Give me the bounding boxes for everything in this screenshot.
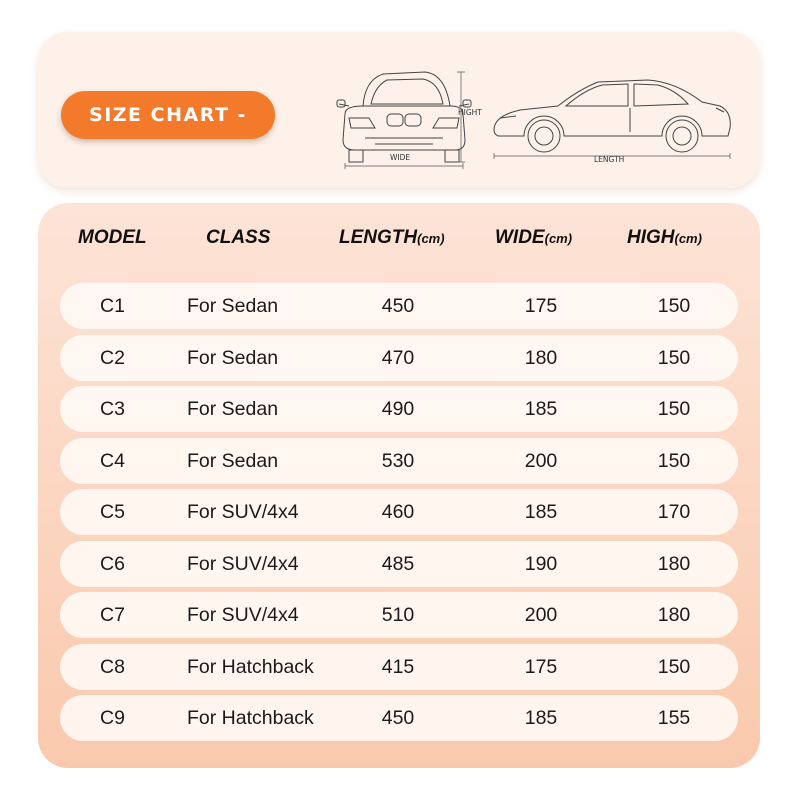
cell-wide: 180 (524, 347, 558, 369)
cell-length: 530 (381, 450, 415, 472)
cell-wide: 190 (524, 553, 558, 575)
wide-label: WIDE (390, 153, 411, 162)
cell-length: 490 (381, 398, 415, 420)
table-row (60, 283, 738, 329)
cell-model: C2 (100, 347, 125, 369)
cell-model: C4 (100, 450, 125, 472)
cell-class: For SUV/4x4 (187, 604, 299, 626)
table-row (60, 335, 738, 381)
table-row (60, 695, 738, 741)
cell-length: 470 (381, 347, 415, 369)
car-front-view-icon (335, 66, 500, 172)
cell-wide: 175 (524, 295, 558, 317)
cell-wide: 200 (524, 604, 558, 626)
cell-model: C7 (100, 604, 125, 626)
cell-high: 170 (657, 501, 691, 523)
cell-model: C9 (100, 707, 125, 729)
length-label: LENGTH (594, 155, 625, 164)
cell-class: For Sedan (187, 398, 279, 420)
cell-model: C1 (100, 295, 125, 317)
cell-high: 150 (657, 656, 691, 678)
cell-class: For SUV/4x4 (187, 501, 299, 523)
cell-length: 460 (381, 501, 415, 523)
cell-high: 150 (657, 295, 691, 317)
cell-class: For Sedan (187, 450, 279, 472)
cell-length: 510 (381, 604, 415, 626)
table-row (60, 644, 738, 690)
cell-model: C3 (100, 398, 125, 420)
cell-high: 150 (657, 450, 691, 472)
cell-wide: 175 (524, 656, 558, 678)
table-row (60, 592, 738, 638)
cell-high: 150 (657, 347, 691, 369)
header-class: CLASS (206, 227, 271, 248)
cell-high: 180 (657, 553, 691, 575)
cell-length: 485 (381, 553, 415, 575)
table-row (60, 489, 738, 535)
table-row (60, 541, 738, 587)
table-row (60, 386, 738, 432)
cell-length: 450 (381, 295, 415, 317)
cell-model: C6 (100, 553, 125, 575)
cell-length: 415 (381, 656, 415, 678)
cell-class: For Hatchback (187, 707, 314, 729)
cell-model: C8 (100, 656, 125, 678)
size-chart-badge: SIZE CHART - (61, 91, 275, 139)
cell-wide: 185 (524, 501, 558, 523)
cell-high: 180 (657, 604, 691, 626)
header-length: LENGTH (cm) (339, 227, 445, 248)
header-wide: WIDE (cm) (495, 227, 573, 248)
cell-class: For Sedan (187, 347, 279, 369)
cell-class: For SUV/4x4 (187, 553, 299, 575)
cell-high: 155 (657, 707, 691, 729)
cell-class: For Sedan (187, 295, 279, 317)
cell-length: 450 (381, 707, 415, 729)
cell-class: For Hatchback (187, 656, 314, 678)
table-row (60, 438, 738, 484)
cell-wide: 185 (524, 707, 558, 729)
hight-label: HIGHT (458, 108, 482, 117)
cell-high: 150 (657, 398, 691, 420)
cell-model: C5 (100, 501, 125, 523)
cell-wide: 185 (524, 398, 558, 420)
cell-wide: 200 (524, 450, 558, 472)
header-high: HIGH (cm) (627, 227, 702, 248)
header-model: MODEL (78, 227, 147, 248)
